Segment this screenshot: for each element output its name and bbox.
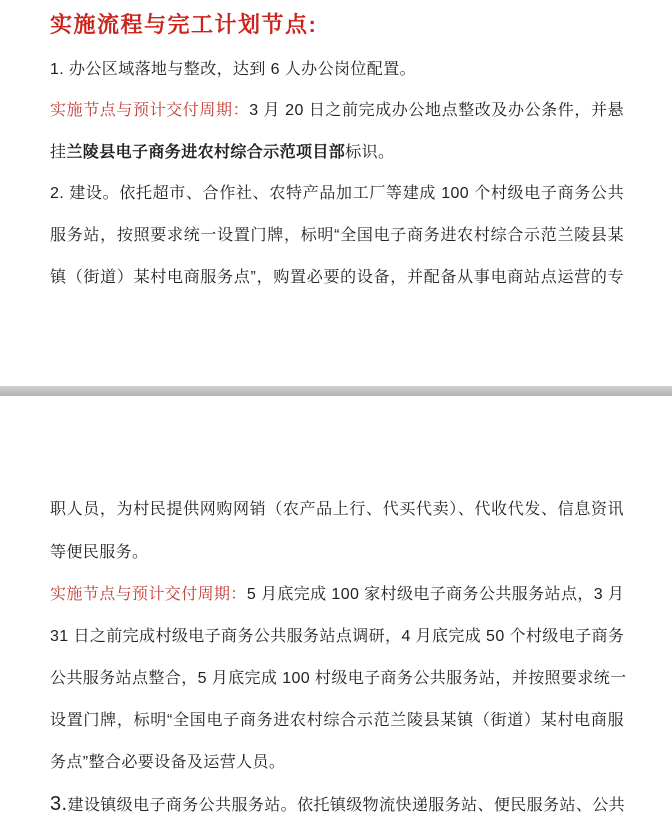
signboard-pre: 挂 [50,144,67,161]
page-break-separator [0,386,672,396]
paragraph-office-setup: 1. 办公区域落地与整改，达到 6 人办公岗位配置。 [50,61,416,78]
paragraph-schedule-2-line2: 31 日之前完成村级电子商务公共服务站点调研，4 月底完成 50 个村级电子商务 [50,628,625,645]
schedule-text: 5 月底完成 100 家村级电子商务公共服务站点，3 月 [246,586,625,603]
paragraph-town-station [50,792,624,818]
section-heading: 实施流程与完工计划节点: [50,12,318,37]
paragraph-construction-line1: 2. 建设。依托超市、合作社、农特产品加工厂等建成 100 个村级电子商务公共 [50,185,624,202]
paragraph-schedule-2-line4: 设置门牌，标明“全国电子商务进农村综合示范兰陵县某镇（街道）某村电商服 [50,712,624,729]
paragraph-schedule-2-line1 [50,583,624,607]
paragraph-construction-line2: 服务站，按照要求统一设置门牌，标明“全国电子商务进农村综合示范兰陵县某 [50,227,624,244]
list-number: 3. [50,793,68,815]
paragraph-signboard [50,141,624,165]
paragraph-schedule-2-line3: 公共服务站点整合，5 月底完成 100 村级电子商务公共服务站，并按照要求统一 [50,670,627,687]
paragraph-construction-line3: 镇（街道）某村电商服务点”，购置必要的设备，并配备从事电商站点运营的专 [50,269,624,286]
paragraph-schedule-2-line5: 务点”整合必要设备及运营人员。 [50,754,286,771]
town-station-text: 建设镇级电子商务公共服务站。依托镇级物流快递服务站、便民服务站、公共 [67,797,626,814]
signboard-project-name: 兰陵县电子商务进农村综合示范项目部 [66,144,346,161]
page-1[interactable] [0,0,672,386]
schedule-label: 实施节点与预计交付周期： [50,586,247,603]
paragraph-construction-line4: 职人员，为村民提供网购网销（农产品上行、代买代卖）、代收代发、信息资讯 [50,501,624,518]
signboard-post: 标识。 [345,144,395,161]
schedule-text: 3 月 20 日之前完成办公地点整改及办公条件，并悬 [249,102,624,119]
paragraph-construction-line5: 等便民服务。 [50,544,149,561]
schedule-label: 实施节点与预计交付周期： [50,102,250,119]
paragraph-schedule-1 [50,99,624,123]
